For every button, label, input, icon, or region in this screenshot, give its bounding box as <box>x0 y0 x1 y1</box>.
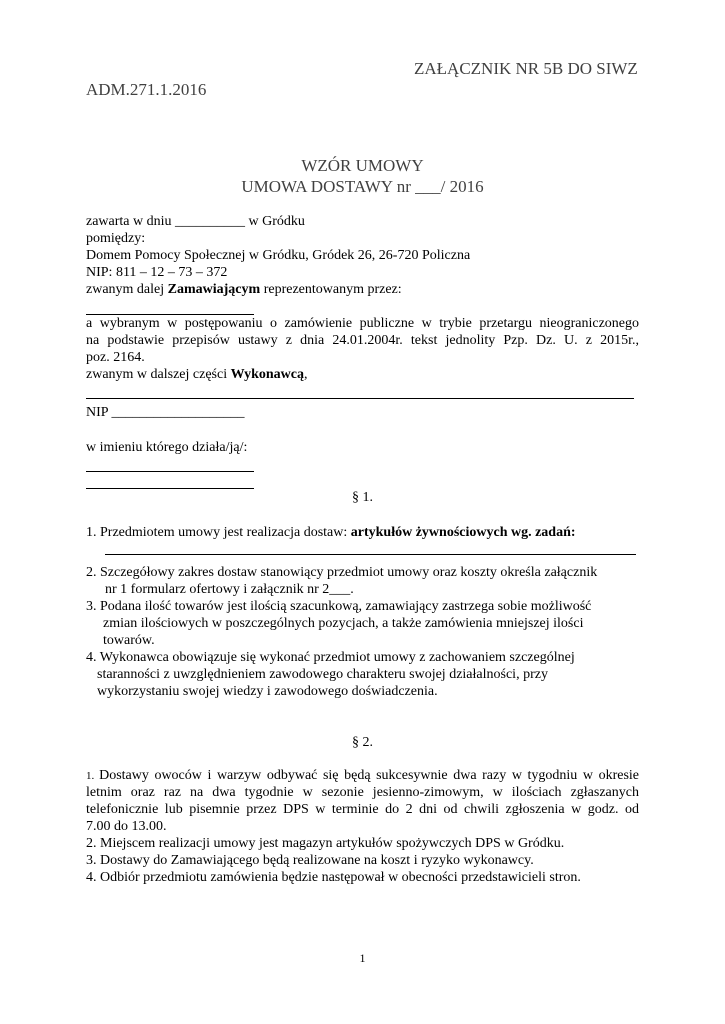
text-fragment: Dostawy owoców i warzyw odbywać się będą sukcesywnie dwa razy w tygodniu w okresie <box>99 768 640 783</box>
signature-rule <box>86 471 254 472</box>
text-fragment: , <box>304 367 308 382</box>
section-1-paragraph-3-line-2: zmian ilościowych w poszczególnych pozycjach, a także zamówienia mniejszej ilości <box>103 616 584 631</box>
section-1-paragraph-2-line-1: 2. Szczegółowy zakres dostaw stanowiący przedmiot umowy oraz koszty określa załącznik <box>86 565 598 580</box>
document-title: WZÓR UMOWY <box>301 156 424 175</box>
contractor-nip: NIP ___________________ <box>86 405 245 420</box>
section-1-paragraph-1 <box>86 524 576 541</box>
section-2-paragraph-4: 4. Odbiór przedmiotu zamówienia będzie następował w obecności przedstawicieli stron. <box>86 870 581 885</box>
entity-line: Domem Pomocy Społecznej w Gródku, Gródek 26, 26-720 Policzna <box>86 248 471 263</box>
entity-nip: NIP: 811 – 12 – 73 – 372 <box>86 265 228 280</box>
selection-line-1: a wybranym w postępowaniu o zamówienie publiczne w trybie przetargu nieograniczonego <box>86 316 639 331</box>
section-2-paragraph-1-line-4: 7.00 do 13.00. <box>86 819 167 834</box>
section-1-paragraph-4-line-1: 4. Wykonawca obowiązuje się wykonać przedmiot umowy z zachowaniem szczególnej <box>86 650 575 665</box>
contractor-line <box>86 366 308 383</box>
page-number: 1 <box>359 951 366 965</box>
on-behalf-line: w imieniu którego działa/ją/: <box>86 440 248 455</box>
section-2-paragraph-2: 2. Miejscem realizacji umowy jest magazyn artykułów spożywczych DPS w Gródku. <box>86 836 565 851</box>
section-1-paragraph-3-line-1: 3. Podana ilość towarów jest ilością szacunkową, zamawiający zastrzega sobie możliwość <box>86 599 592 614</box>
section-2-paragraph-3: 3. Dostawy do Zamawiającego będą realizowane na koszt i ryzyko wykonawcy. <box>86 853 534 868</box>
section-2-paragraph-1-line-3: telefonicznie lub pisemnie przez DPS w terminie do 2 dni od chwili zgłoszenia w godz. od <box>86 802 639 817</box>
paragraph-number: 1. <box>86 770 100 782</box>
section-1-paragraph-4-line-2: staranności z uwzględnieniem zawodowego charakteru swojej działalności, przy <box>97 667 548 682</box>
selection-line-3: poz. 2164. <box>86 350 145 365</box>
section-1-paragraph-2-line-2: nr 1 formularz ofertowy i załącznik nr 2___. <box>105 582 354 597</box>
between-line: pomiędzy: <box>86 231 146 246</box>
section-2-heading: § 2. <box>352 735 373 750</box>
section-1-paragraph-3-line-3: towarów. <box>103 633 155 648</box>
text-fragment: zwanym w dalszej części <box>86 367 231 382</box>
subject-rule <box>105 554 636 555</box>
subject-term: artykułów żywnościowych wg. zadań: <box>350 525 576 540</box>
concluded-line: zawarta w dniu __________ w Gródku <box>86 214 305 229</box>
reference-number: ADM.271.1.2016 <box>86 80 207 99</box>
attachment-label: ZAŁĄCZNIK NR 5B DO SIWZ <box>414 59 638 78</box>
contractor-term: Wykonawcą <box>230 367 304 382</box>
contractor-rule <box>86 398 634 399</box>
section-1-heading: § 1. <box>352 490 373 505</box>
section-2-paragraph-1-line-2: letnim oraz raz na dwa tygodnie w sezonie jesienno-zimowym, w ilościach zgłaszanych <box>86 785 639 800</box>
selection-line-2: na podstawie przepisów ustawy z dnia 24.01.2004r. tekst jednolity Pzp. Dz. U. z 2015r., <box>86 333 639 348</box>
section-1-paragraph-4-line-3: wykorzystaniu swojej wiedzy i zawodowego doświadczenia. <box>97 684 438 699</box>
text-fragment: zwanym dalej <box>86 282 168 297</box>
text-fragment: reprezentowanym przez: <box>260 282 402 297</box>
section-2-paragraph-1-line-1 <box>86 767 639 785</box>
ordering-party-line <box>86 281 402 298</box>
text-fragment: 1. Przedmiotem umowy jest realizacja dostaw: <box>86 525 351 540</box>
ordering-party-term: Zamawiającym <box>167 282 261 297</box>
document-subtitle: UMOWA DOSTAWY nr ___/ 2016 <box>241 177 484 196</box>
